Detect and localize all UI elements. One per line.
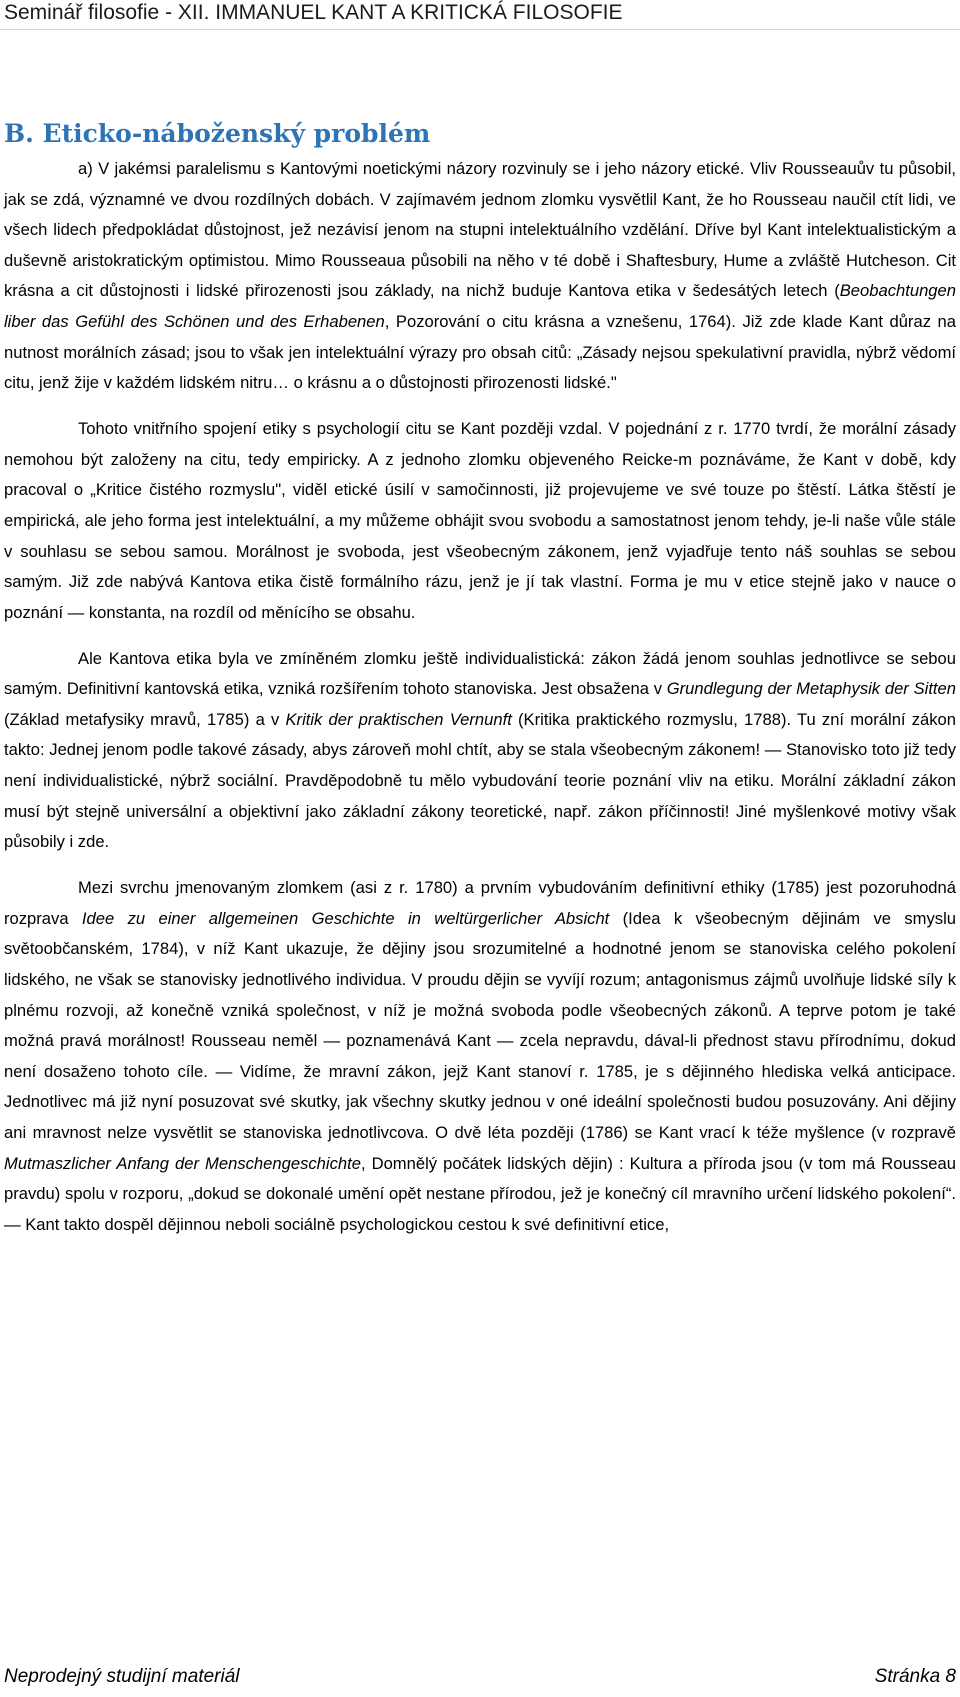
text-run: (Základ metafysiky mravů, 1785) a v [4,709,286,729]
text-run: Ale Kantova etika byla ve zmíněném zlomku ještě individualistická: zákon žádá jenom souhlas jednotlivce se sebou samým. Definitivní kantovská etika, vzniká rozšířením tohoto stanoviska. Jest obsažena v [4,648,956,699]
text-run: , Domnělý počátek lidských dějin) : Kultura a příroda jsou (v tom má Rousseau pravdu) spolu v rozporu, „dokud se dokonalé umění opět nestane přírodou, jež je konečný cíl mravního určení lidského pokolení“. — Kant takto dospěl dějinnou neboli sociálně psychologickou cestou k své definitivní etice, [4,1153,956,1234]
italic-title: Beobachtungen liber das Gefühl des Schönen und des Erhabenen [4,281,956,331]
italic-title: Grundlegung der Metaphysik der Sitten [666,679,956,699]
paragraph [4,154,956,399]
footer-note: Neprodejný studijní materiál [4,1666,240,1687]
text-run: , Pozorování o citu krásna a vznešenu, 1764). Již zde klade Kant důraz na nutnost morálních zásad; jsou to však jen intelektuální výrazy pro obsah citů: „Zásady nejsou spekulativní pravidla, nýbrž vědomí citu, jenž žije v každém lidském nitru… o krásnu a o důstojnosti přirozenosti lidské." [4,311,956,393]
text-run: Mezi svrchu jmenovaným zlomkem (asi z r. 1780) a prvním vybudováním definitivní ethiky (1785) jest pozoruhodná rozprava [4,878,956,928]
paragraph [4,873,956,1240]
italic-title: Kritik der praktischen Vernunft [285,709,512,729]
italic-title: Idee zu einer allgemeinen Geschichte in weltürgerlicher Absicht [81,908,610,928]
text-run: Tohoto vnitřního spojení etiky s psychologií citu se Kant později vzdal. V pojednání z r. 1770 tvrdí, že morální zásady nemohou být založeny na citu, tedy empiricky. A z jednoho zlomku objeveného Reicke-m poznáváme, že Kant v době, kdy pracoval o „Kritice čistého rozmyslu", viděl etické úsilí v samočinnosti, již projevujeme ve své touze po štěstí. Látka štěstí je empirická, ale jeho forma jest intelektuální, a my můžeme obhájit svou svobodu a samostatnost jenom tehdy, je-li naše vůle stále v souhlasu se sebou samou. Morálnost je svoboda, jest všeobecným zákonem, jenž vyjadřuje tento náš souhlas se sebou samým. Již zde nabývá Kantova etika čistě formálního rázu, jenž je jí tak vlastní. Forma je mu v etice stejně jako v nauce o poznání — konstanta, na rozdíl od měnícího se obsahu. [4,419,956,622]
paragraph [4,414,956,628]
body-text [4,154,956,1256]
section-title: B. Eticko-náboženský problém [4,119,431,148]
text-run: a) V jakémsi paralelismu s Kantovými noetickými názory rozvinuly se i jeho názory etické. Vliv Rousseauův tu působil, jak se zdá, významné ve dvou rozdílných dobách. V zajímavém jednom zlomku vysvětlil Kant, že ho Rousseau naučil ctít lidi, ve všech lidech předpokládat důstojnost, jež nezávisí jenom na stupni intelektuálního vzdělání. Dříve byl Kant intelektualistickým a duševně aristokratickým optimistou. Mimo Rousseaua působili na něho v té době i Shaftesbury, Hume a zvláště Hutcheson. Cit krásna a cit důstojnosti i lidské přirozenosti jsou základy, na nichž buduje Kantova etika v šedesátých letech ( [4,159,956,301]
running-header: Seminář filosofie - XII. IMMANUEL KANT A KRITICKÁ FILOSOFIE [4,1,623,24]
paragraph [4,644,956,858]
page-footer [4,1663,956,1691]
text-run: (Kritika praktického rozmyslu, 1788). Tu zní morální zákon takto: Jednej jenom podle takové zásady, abys zároveň mohl chtít, aby se stala všeobecným zákonem! — Stanovisko toto již tedy není individualistické, nýbrž sociální. Pravděpodobně tu mělo vybudování teorie poznání vliv na etiku. Morální základní zákon musí být stejně universální a objektivní jako základní zákony teoretické, např. zákon příčinnosti! Jiné myšlenkové motivy však působily i zde. [4,709,957,852]
text-run: (Idea k všeobecným dějinám ve smyslu světoobčanském, 1784), v níž Kant ukazuje, že dějiny jsou srozumitelné a hodnotné jenom se stanoviska celého pokolení lidského, ne však se stanovisky jednotlivého individua. V proudu dějin se vyvíjí rozum; antagonismus zájmů uvolňuje lidské síly k plnému rozvoji, až konečně vzniká společnost, v níž je možná svoboda podle všeobecných zákonů. A teprve potom je také možná pravá morálnost! Rousseau neměl — poznamenává Kant — zcela nepravdu, dával-li přednost stavu přírodnímu, dokud není dosaženo tohoto cíle. — Vidíme, že mravní zákon, jejž Kant stanoví r. 1785, je s dějinného hlediska velká anticipace. Jednotlivec má již nyní posuzovat své skutky, jak všechny skutky jednou v oné ideální společnosti budou posuzovány. Ani dějiny ani mravnost nelze vysvětlit se stanoviska jednotlivcova. O dvě léta později (1786) se Kant vrací k téže myšlence (v rozpravě [4,908,956,1142]
page-number: Stránka 8 [874,1666,956,1687]
header-divider [0,29,960,30]
italic-title: Mutmaszlicher Anfang der Menschengeschichte [4,1153,361,1173]
